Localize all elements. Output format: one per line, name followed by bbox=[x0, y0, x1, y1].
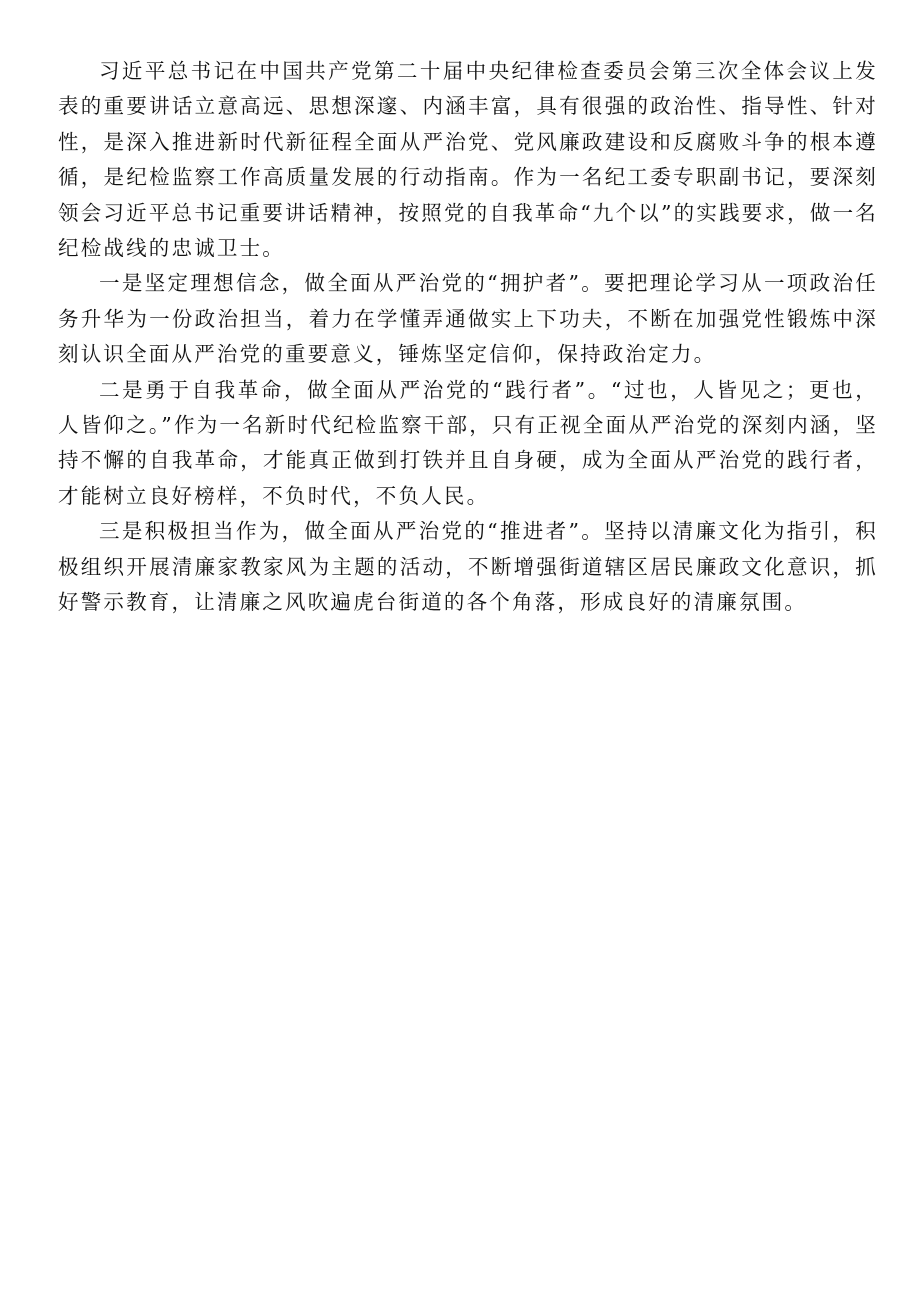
paragraph-point-two: 二是勇于自我革命，做全面从严治党的“践行者”。“过也，人皆见之；更也，人皆仰之。”作为一名新时代纪检监察干部，只有正视全面从严治党的深刻内涵，坚持不懈的自我革命，才能真正做到打铁并且自身硬，成为全面从严治党的践行者，才能树立良好榜样，不负时代，不负人民。 bbox=[58, 377, 878, 508]
paragraph-point-three: 三是积极担当作为，做全面从严治党的“推进者”。坚持以清廉文化为指引，积极组织开展清廉家教家风为主题的活动，不断增强街道辖区居民廉政文化意识，抓好警示教育，让清廉之风吹遍虎台街道的各个角落，形成良好的清廉氛围。 bbox=[58, 519, 878, 615]
paragraph-point-one: 一是坚定理想信念，做全面从严治党的“拥护者”。要把理论学习从一项政治任务升华为一份政治担当，着力在学懂弄通做实上下功夫，不断在加强党性锻炼中深刻认识全面从严治党的重要意义，锤炼坚定信仰，保持政治定力。 bbox=[58, 271, 878, 367]
document-body bbox=[58, 54, 878, 621]
paragraph-intro: 习近平总书记在中国共产党第二十届中央纪律检查委员会第三次全体会议上发表的重要讲话立意高远、思想深邃、内涵丰富，具有很强的政治性、指导性、针对性，是深入推进新时代新征程全面从严治党、党风廉政建设和反腐败斗争的根本遵循，是纪检监察工作高质量发展的行动指南。作为一名纪工委专职副书记，要深刻领会习近平总书记重要讲话精神，按照党的自我革命“九个以”的实践要求，做一名纪检战线的忠诚卫士。 bbox=[58, 59, 878, 261]
